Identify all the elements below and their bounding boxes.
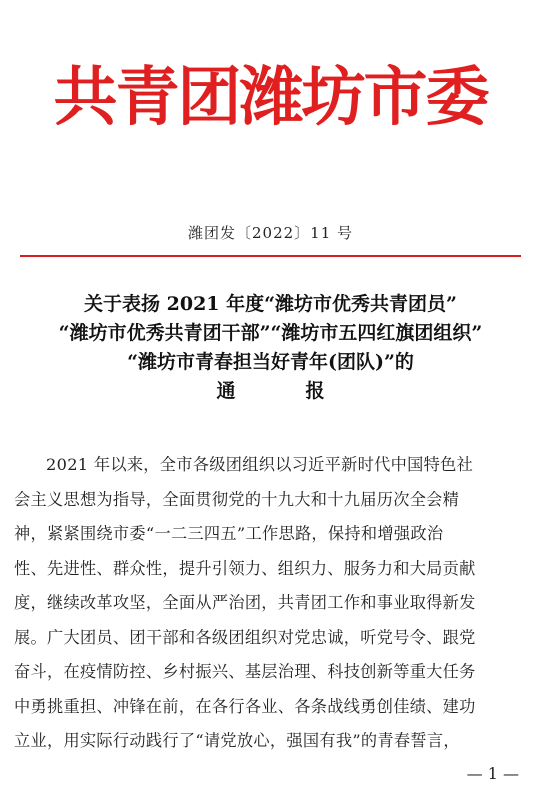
- title-line: “潍坊市青春担当好青年(团队)”的: [127, 351, 414, 373]
- body-line: 会主义思想为指导，全面贯彻党的十九大和十九届历次全会精: [14, 489, 460, 509]
- body-line: 立业，用实际行动践行了“请党放心，强国有我”的青春誓言，: [14, 731, 460, 750]
- body-line: 2021 年以来，全市各级团组织以习近平新时代中国特色社: [46, 455, 474, 474]
- body-line: 性、先进性、群众性，提升引领力、组织力、服务力和大局贡献: [14, 558, 476, 578]
- title-line: “潍坊市优秀共青团干部”“潍坊市五四红旗团组织”: [58, 322, 483, 344]
- body-line: 神，紧紧围绕市委“一二三四五”工作思路，保持和增强政治: [14, 524, 444, 543]
- body-line: 奋斗，在疫情防控、乡村振兴、基层治理、科技创新等重大任务: [14, 662, 476, 681]
- body-line: 展。广大团员、团干部和各级团组织对党忠诚，听党号令、跟党: [14, 627, 476, 647]
- body-line: 中勇挑重担、冲锋在前，在各行各业、各条战线勇创佳绩、建功: [14, 696, 476, 716]
- body-line: 度，继续改革攻坚，全面从严治团，共青团工作和事业取得新发: [14, 593, 476, 612]
- document-title: [0, 290, 541, 406]
- body-text: [14, 448, 528, 759]
- red-divider-rule: [20, 255, 521, 257]
- red-header-org-name: 共青团潍坊市委: [53, 60, 488, 135]
- title-line: 关于表扬 2021 年度“潍坊市优秀共青团员”: [84, 293, 457, 315]
- title-line-tongbao: 通报: [216, 380, 395, 402]
- page-number: — 1 —: [466, 764, 519, 783]
- document-number: 潍团发〔2022〕11 号: [187, 224, 354, 242]
